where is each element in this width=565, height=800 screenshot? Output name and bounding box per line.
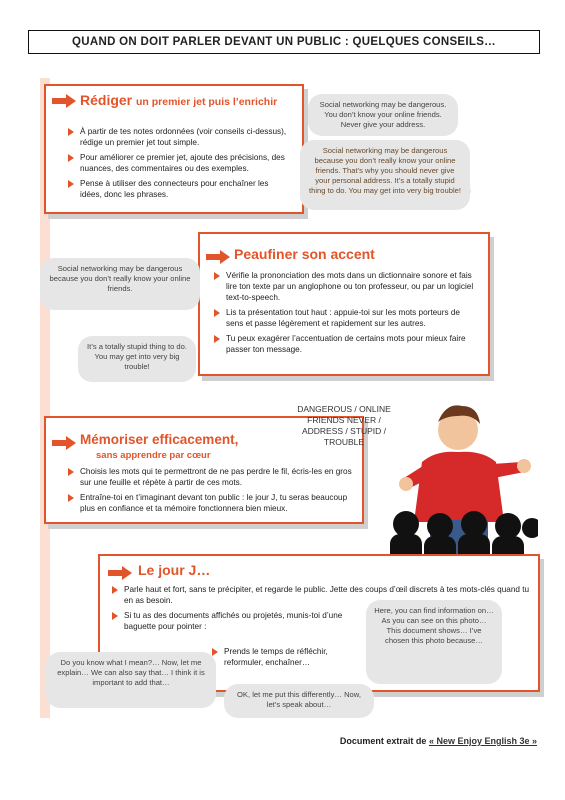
section-list xyxy=(210,646,360,672)
section-subheading: un premier jet puis l’enrichir xyxy=(136,96,278,108)
list-item: Si tu as des documents affichés ou projetés, munis-toi d’une baguette pour pointer : xyxy=(110,610,364,632)
page-title: QUAND ON DOIT PARLER DEVANT UN PUBLIC : QUELQUES CONSEILS… xyxy=(28,30,540,54)
keywords-sheet: DANGEROUS / ONLINE FRIENDS NEVER / ADDRESS / STUPID / TROUBLE xyxy=(297,404,391,447)
source-credit: Document extrait de « New Enjoy English 3e » xyxy=(339,736,537,746)
source-title: « New Enjoy English 3e » xyxy=(428,736,537,746)
arrow-icon xyxy=(206,250,230,264)
section-subheading: sans apprendre par cœur xyxy=(96,450,211,461)
section-heading: Mémoriser efficacement, xyxy=(80,432,239,447)
note-enriched: Social networking may be dangerous because you don’t really know your online friends. That’s why you should never give your personal address. It’s a totally stupid thing to do. You may get into very big trouble! xyxy=(300,140,470,210)
section-list xyxy=(66,126,290,204)
list-item: Lis ta présentation tout haut : appuie-toi sur les mots porteurs de sens et passe légèrement et rapidement sur les autres. xyxy=(212,307,478,329)
arrow-icon xyxy=(108,566,132,580)
list-item: Pour améliorer ce premier jet, ajoute des précisions, des nuances, des commentaires ou des exemples. xyxy=(66,152,290,174)
section-list xyxy=(66,466,356,518)
list-item: Parle haut et fort, sans te précipiter, et regarde le public. Jette des coups d’œil discrets à tes mots-clés quand tu en as besoin. xyxy=(110,584,530,606)
list-item: Prends le temps de réfléchir, reformuler, enchaîner… xyxy=(210,646,360,668)
list-item: Vérifie la prononciation des mots dans un dictionnaire sonore et fais lire ton texte par un anglophone ou ton professeur, ou par un logiciel text-to-speech. xyxy=(212,270,478,303)
speech-bubble: Social networking may be dangerous because you don’t really know your online friends. xyxy=(40,258,200,310)
speech-bubble: Here, you can find information on… As you can see on this photo… This document shows… I’ve chosen this photo because… xyxy=(366,600,502,684)
note-draft: Social networking may be dangerous. You don’t know your online friends. Never give your address. xyxy=(308,94,458,136)
section-list xyxy=(212,270,478,359)
section-heading: Peaufiner son accent xyxy=(234,246,375,262)
arrow-icon xyxy=(52,436,76,450)
arrow-icon xyxy=(52,94,76,108)
list-item: Choisis les mots qui te permettront de ne pas perdre le fil, écris-les en gros sur une feuille et répète à partir de ces mots. xyxy=(66,466,356,488)
section-heading: Rédiger un premier jet puis l’enrichir xyxy=(80,92,278,108)
speech-bubble: It’s a totally stupid thing to do. You may get into very big trouble! xyxy=(78,336,196,382)
list-item: Entraîne-toi en t’imaginant devant ton public : le jour J, tu seras beaucoup plus en confiance et ta mémoire fonctionnera bien mieux. xyxy=(66,492,356,514)
list-item: À partir de tes notes ordonnées (voir conseils ci-dessus), rédige un premier jet tout simple. xyxy=(66,126,290,148)
list-item: Tu peux exagérer l’accentuation de certains mots pour mieux faire passer ton message. xyxy=(212,333,478,355)
list-item: Pense à utiliser des connecteurs pour enchaîner les idées, donc les phrases. xyxy=(66,178,290,200)
speech-bubble: OK, let me put this differently… Now, let’s speak about… xyxy=(224,684,374,718)
section-heading: Le jour J… xyxy=(138,562,211,578)
speech-bubble: Do you know what I mean?… Now, let me explain… We can also say that… I think it is important to add that… xyxy=(46,652,216,708)
